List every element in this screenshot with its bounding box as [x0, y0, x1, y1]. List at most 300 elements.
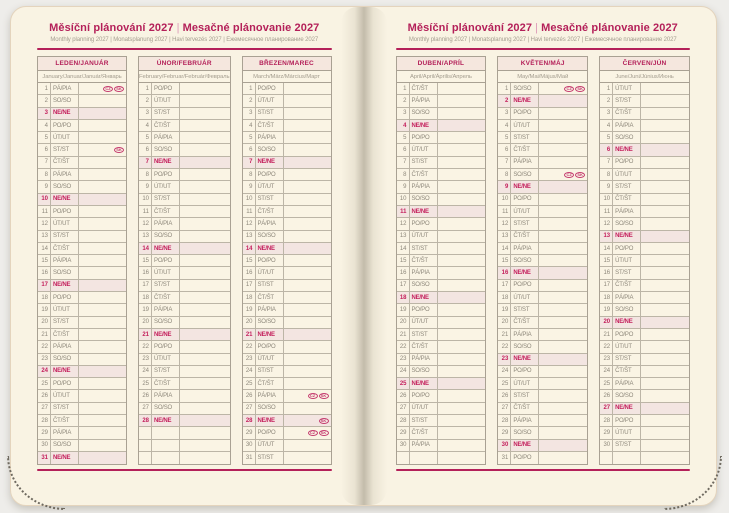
- day-row: [600, 329, 689, 341]
- notes-cell[interactable]: [438, 108, 486, 119]
- day-number: 15: [498, 255, 511, 266]
- day-name: NE/NE: [410, 206, 438, 217]
- notes-cell[interactable]: [438, 452, 486, 464]
- page-subtitle: Monthly planning 2027 | Monatsplanung 2027 | Havi tervezés 2027 | Ежемесячное планирование 2027: [408, 37, 677, 43]
- notes-cell[interactable]: [284, 427, 331, 438]
- day-name: PÁ/PIA: [256, 390, 284, 401]
- notes-cell[interactable]: [438, 267, 486, 278]
- notes-cell[interactable]: [539, 181, 587, 192]
- notes-cell[interactable]: [284, 440, 331, 451]
- day-number: 7: [139, 157, 152, 168]
- notes-cell[interactable]: [180, 206, 229, 217]
- notes-cell[interactable]: [284, 329, 331, 340]
- notes-cell[interactable]: [79, 304, 126, 315]
- month-title: ÚNOR/FEBRUÁR: [139, 57, 229, 71]
- notes-cell[interactable]: [180, 144, 229, 155]
- month-title: KVĚTEN/MÁJ: [498, 57, 587, 71]
- notes-cell[interactable]: [284, 341, 331, 352]
- notes-cell[interactable]: [284, 415, 331, 426]
- notes-cell[interactable]: [539, 280, 587, 291]
- notes-cell[interactable]: [539, 452, 587, 464]
- notes-cell[interactable]: [641, 378, 689, 389]
- day-number: 6: [243, 144, 256, 155]
- notes-cell[interactable]: [180, 194, 229, 205]
- holiday-badge-sk-icon: SK: [319, 393, 329, 399]
- notes-cell[interactable]: [284, 144, 331, 155]
- notes-cell[interactable]: [641, 366, 689, 377]
- day-name: NE/NE: [51, 280, 79, 291]
- notes-cell[interactable]: [180, 243, 229, 254]
- day-name: PO/PO: [256, 341, 284, 352]
- day-name: ČT/ŠT: [613, 366, 641, 377]
- notes-cell[interactable]: [539, 243, 587, 254]
- notes-cell[interactable]: [641, 390, 689, 401]
- day-number: 10: [38, 194, 51, 205]
- notes-cell[interactable]: [284, 218, 331, 229]
- blank-row: [600, 452, 689, 464]
- notes-cell[interactable]: [284, 390, 331, 401]
- notes-cell[interactable]: [284, 452, 331, 464]
- notes-cell[interactable]: [539, 95, 587, 106]
- notes-cell[interactable]: [539, 255, 587, 266]
- notes-cell[interactable]: [79, 194, 126, 205]
- notes-cell[interactable]: [641, 317, 689, 328]
- day-row: [600, 440, 689, 452]
- notes-cell[interactable]: [438, 83, 486, 94]
- notes-cell[interactable]: [641, 341, 689, 352]
- notes-cell[interactable]: [284, 243, 331, 254]
- notes-cell[interactable]: [641, 304, 689, 315]
- day-number: 30: [243, 440, 256, 451]
- day-row: [600, 304, 689, 316]
- notes-cell[interactable]: [79, 132, 126, 143]
- day-number: 28: [397, 415, 410, 426]
- notes-cell[interactable]: [79, 83, 126, 94]
- notes-cell[interactable]: [180, 329, 229, 340]
- notes-cell[interactable]: [438, 341, 486, 352]
- day-row: [38, 144, 126, 156]
- day-row: [600, 341, 689, 353]
- notes-cell[interactable]: [438, 120, 486, 131]
- notes-cell[interactable]: [180, 157, 229, 168]
- month-table: [138, 56, 230, 465]
- day-name: SO/SO: [152, 403, 180, 414]
- day-number: 6: [38, 144, 51, 155]
- notes-cell[interactable]: [641, 108, 689, 119]
- notes-cell[interactable]: [641, 255, 689, 266]
- notes-cell[interactable]: [79, 218, 126, 229]
- notes-cell[interactable]: [641, 95, 689, 106]
- notes-cell[interactable]: [180, 95, 229, 106]
- notes-cell[interactable]: [180, 231, 229, 242]
- notes-cell[interactable]: [438, 329, 486, 340]
- notes-cell[interactable]: [539, 427, 587, 438]
- notes-cell[interactable]: [79, 329, 126, 340]
- notes-cell[interactable]: [180, 452, 229, 464]
- notes-cell[interactable]: [539, 415, 587, 426]
- day-row: [243, 354, 331, 366]
- day-name: SO/SO: [613, 390, 641, 401]
- notes-cell[interactable]: [79, 120, 126, 131]
- day-name: ST/ST: [152, 108, 180, 119]
- notes-cell[interactable]: [180, 354, 229, 365]
- day-number: 1: [38, 83, 51, 94]
- notes-cell[interactable]: [79, 403, 126, 414]
- day-row: [38, 415, 126, 427]
- notes-cell[interactable]: [539, 317, 587, 328]
- notes-cell[interactable]: [438, 206, 486, 217]
- notes-cell[interactable]: [79, 157, 126, 168]
- day-name: ST/ST: [410, 415, 438, 426]
- notes-cell[interactable]: [438, 231, 486, 242]
- day-name: NE/NE: [51, 366, 79, 377]
- notes-cell[interactable]: [539, 120, 587, 131]
- day-name: ÚT/UT: [152, 181, 180, 192]
- day-name: NE/NE: [511, 440, 539, 451]
- notes-cell[interactable]: [539, 403, 587, 414]
- day-row: [139, 194, 229, 206]
- notes-cell[interactable]: [284, 132, 331, 143]
- notes-cell[interactable]: [438, 194, 486, 205]
- day-number: 14: [397, 243, 410, 254]
- notes-cell[interactable]: [438, 95, 486, 106]
- notes-cell[interactable]: [438, 255, 486, 266]
- page-title: [396, 22, 691, 34]
- notes-cell[interactable]: [79, 231, 126, 242]
- notes-cell[interactable]: [79, 280, 126, 291]
- notes-cell[interactable]: [79, 341, 126, 352]
- notes-cell[interactable]: [180, 403, 229, 414]
- notes-cell[interactable]: [438, 181, 486, 192]
- notes-cell[interactable]: [438, 427, 486, 438]
- notes-cell[interactable]: [79, 378, 126, 389]
- notes-cell[interactable]: [180, 415, 229, 426]
- day-number: 10: [243, 194, 256, 205]
- notes-cell[interactable]: [79, 292, 126, 303]
- holiday-badge-cz-icon: CZ: [564, 86, 574, 92]
- day-row: [600, 415, 689, 427]
- notes-cell[interactable]: [79, 440, 126, 451]
- notes-cell[interactable]: [539, 169, 587, 180]
- notes-cell[interactable]: [641, 231, 689, 242]
- day-number: 8: [397, 169, 410, 180]
- notes-cell[interactable]: [641, 243, 689, 254]
- notes-cell[interactable]: [539, 378, 587, 389]
- notes-cell[interactable]: [79, 354, 126, 365]
- notes-cell[interactable]: [438, 169, 486, 180]
- notes-cell[interactable]: [180, 255, 229, 266]
- day-name: PÁ/PIA: [613, 206, 641, 217]
- notes-cell[interactable]: [641, 194, 689, 205]
- notes-cell[interactable]: [641, 157, 689, 168]
- notes-cell[interactable]: [641, 329, 689, 340]
- notes-cell[interactable]: [284, 366, 331, 377]
- notes-cell[interactable]: [79, 95, 126, 106]
- notes-cell[interactable]: [180, 120, 229, 131]
- day-name: ST/ST: [51, 144, 79, 155]
- notes-cell[interactable]: [180, 378, 229, 389]
- day-row: [38, 194, 126, 206]
- day-number: 8: [243, 169, 256, 180]
- notes-cell[interactable]: [539, 194, 587, 205]
- title-separator: |: [176, 22, 180, 34]
- notes-cell[interactable]: [79, 181, 126, 192]
- notes-cell[interactable]: [539, 231, 587, 242]
- day-name: ČT/ŠT: [152, 206, 180, 217]
- notes-cell[interactable]: [641, 403, 689, 414]
- notes-cell[interactable]: [79, 169, 126, 180]
- notes-cell[interactable]: [79, 206, 126, 217]
- notes-cell[interactable]: [539, 144, 587, 155]
- notes-cell[interactable]: [79, 243, 126, 254]
- notes-cell[interactable]: [180, 132, 229, 143]
- day-name: PO/PO: [256, 83, 284, 94]
- day-number: 15: [397, 255, 410, 266]
- day-number: 2: [397, 95, 410, 106]
- day-row: [498, 280, 587, 292]
- day-number: 6: [397, 144, 410, 155]
- notes-cell[interactable]: [79, 267, 126, 278]
- day-row: [38, 280, 126, 292]
- notes-cell[interactable]: [79, 255, 126, 266]
- notes-cell[interactable]: [284, 157, 331, 168]
- day-number: 13: [600, 231, 613, 242]
- day-row: [243, 329, 331, 341]
- holiday-badge-sk-icon: SK: [319, 418, 329, 424]
- notes-cell[interactable]: [539, 83, 587, 94]
- notes-cell[interactable]: [79, 366, 126, 377]
- day-name: ÚT/UT: [410, 317, 438, 328]
- notes-cell[interactable]: [539, 108, 587, 119]
- notes-cell[interactable]: [539, 354, 587, 365]
- day-number: 27: [600, 403, 613, 414]
- notes-cell[interactable]: [539, 341, 587, 352]
- notes-cell[interactable]: [79, 317, 126, 328]
- notes-cell[interactable]: [539, 157, 587, 168]
- notes-cell[interactable]: [539, 206, 587, 217]
- day-number: 30: [498, 440, 511, 451]
- notes-cell[interactable]: [438, 354, 486, 365]
- notes-cell[interactable]: [438, 144, 486, 155]
- day-row: [600, 267, 689, 279]
- notes-cell[interactable]: [180, 304, 229, 315]
- notes-cell[interactable]: [641, 144, 689, 155]
- notes-cell[interactable]: [438, 292, 486, 303]
- notes-cell[interactable]: [284, 206, 331, 217]
- notes-cell[interactable]: [539, 329, 587, 340]
- day-row: [498, 354, 587, 366]
- day-name: ČT/ŠT: [511, 231, 539, 242]
- notes-cell[interactable]: [438, 415, 486, 426]
- notes-cell[interactable]: [284, 95, 331, 106]
- day-row: [397, 415, 486, 427]
- notes-cell[interactable]: [539, 440, 587, 451]
- notes-cell[interactable]: [284, 304, 331, 315]
- notes-cell[interactable]: [539, 267, 587, 278]
- notes-cell[interactable]: [641, 452, 689, 464]
- notes-cell[interactable]: [180, 267, 229, 278]
- notes-cell[interactable]: [438, 157, 486, 168]
- notes-cell[interactable]: [438, 378, 486, 389]
- notes-cell[interactable]: [539, 366, 587, 377]
- day-row: [38, 218, 126, 230]
- day-row: [139, 267, 229, 279]
- day-name: NE/NE: [613, 317, 641, 328]
- day-row: [397, 403, 486, 415]
- notes-cell[interactable]: [284, 403, 331, 414]
- day-number: 10: [498, 194, 511, 205]
- day-row: [397, 292, 486, 304]
- notes-cell[interactable]: [180, 280, 229, 291]
- notes-cell[interactable]: [641, 267, 689, 278]
- day-row: [600, 83, 689, 95]
- notes-cell[interactable]: [79, 144, 126, 155]
- day-number: 2: [498, 95, 511, 106]
- day-name: ST/ST: [51, 231, 79, 242]
- notes-cell[interactable]: [641, 218, 689, 229]
- day-name: ST/ST: [511, 390, 539, 401]
- day-name: ST/ST: [613, 95, 641, 106]
- day-row: [397, 206, 486, 218]
- day-number: 6: [600, 144, 613, 155]
- day-number: 21: [600, 329, 613, 340]
- notes-cell[interactable]: [284, 181, 331, 192]
- day-number: 2: [600, 95, 613, 106]
- day-row: [397, 218, 486, 230]
- day-number: 24: [600, 366, 613, 377]
- day-number: 28: [243, 415, 256, 426]
- notes-cell[interactable]: [180, 83, 229, 94]
- day-row: [243, 181, 331, 193]
- day-number: 27: [397, 403, 410, 414]
- notes-cell[interactable]: [641, 354, 689, 365]
- notes-cell[interactable]: [284, 108, 331, 119]
- notes-cell[interactable]: [438, 440, 486, 451]
- month-title: DUBEN/APRÍL: [397, 57, 486, 71]
- day-row: [38, 157, 126, 169]
- day-number: 13: [243, 231, 256, 242]
- notes-cell[interactable]: [641, 280, 689, 291]
- notes-cell[interactable]: [284, 317, 331, 328]
- notes-cell[interactable]: [539, 218, 587, 229]
- notes-cell[interactable]: [539, 132, 587, 143]
- notes-cell[interactable]: [79, 108, 126, 119]
- day-number: 21: [498, 329, 511, 340]
- notes-cell[interactable]: [641, 181, 689, 192]
- day-name: NE/NE: [511, 267, 539, 278]
- day-row: [397, 317, 486, 329]
- day-row: [498, 329, 587, 341]
- notes-cell[interactable]: [180, 390, 229, 401]
- notes-cell[interactable]: [438, 218, 486, 229]
- title-slovak: Mesačné plánovanie 2027: [541, 22, 678, 34]
- notes-cell[interactable]: [284, 120, 331, 131]
- notes-cell[interactable]: [284, 255, 331, 266]
- notes-cell[interactable]: [641, 427, 689, 438]
- notes-cell[interactable]: [438, 304, 486, 315]
- notes-cell[interactable]: [438, 403, 486, 414]
- notes-cell[interactable]: [284, 83, 331, 94]
- day-number: 18: [243, 292, 256, 303]
- day-number: 4: [498, 120, 511, 131]
- notes-cell[interactable]: [284, 169, 331, 180]
- notes-cell[interactable]: [284, 267, 331, 278]
- notes-cell[interactable]: [79, 427, 126, 438]
- day-row: [397, 354, 486, 366]
- notes-cell[interactable]: [284, 378, 331, 389]
- day-row: [243, 292, 331, 304]
- day-number: 20: [38, 317, 51, 328]
- day-row: [243, 108, 331, 120]
- notes-cell[interactable]: [180, 181, 229, 192]
- notes-cell[interactable]: [180, 341, 229, 352]
- notes-cell[interactable]: [438, 132, 486, 143]
- notes-cell[interactable]: [438, 390, 486, 401]
- day-row: [600, 231, 689, 243]
- notes-cell[interactable]: [641, 169, 689, 180]
- day-name: ČT/ŠT: [410, 427, 438, 438]
- day-row: [243, 255, 331, 267]
- notes-cell[interactable]: [180, 169, 229, 180]
- day-number: 30: [38, 440, 51, 451]
- notes-cell[interactable]: [641, 206, 689, 217]
- notes-cell[interactable]: [284, 194, 331, 205]
- notes-cell[interactable]: [438, 317, 486, 328]
- notes-cell[interactable]: [438, 280, 486, 291]
- notes-cell[interactable]: [180, 292, 229, 303]
- day-number: 26: [38, 390, 51, 401]
- notes-cell[interactable]: [641, 292, 689, 303]
- notes-cell[interactable]: [180, 317, 229, 328]
- notes-cell[interactable]: [438, 243, 486, 254]
- notes-cell[interactable]: [641, 132, 689, 143]
- notes-cell[interactable]: [641, 83, 689, 94]
- notes-cell[interactable]: [180, 366, 229, 377]
- day-number: 4: [38, 120, 51, 131]
- day-row: [38, 341, 126, 353]
- notes-cell[interactable]: [641, 120, 689, 131]
- day-name: PO/PO: [410, 218, 438, 229]
- notes-cell[interactable]: [284, 280, 331, 291]
- header-rule: [396, 48, 691, 50]
- notes-cell[interactable]: [180, 427, 229, 438]
- notes-cell[interactable]: [641, 440, 689, 451]
- notes-cell[interactable]: [284, 292, 331, 303]
- day-name: PO/PO: [256, 427, 284, 438]
- notes-cell[interactable]: [79, 452, 126, 464]
- notes-cell[interactable]: [284, 231, 331, 242]
- notes-cell[interactable]: [284, 354, 331, 365]
- day-name: SO/SO: [256, 144, 284, 155]
- notes-cell[interactable]: [438, 366, 486, 377]
- notes-cell[interactable]: [79, 415, 126, 426]
- notes-cell[interactable]: [539, 292, 587, 303]
- notes-cell[interactable]: [539, 390, 587, 401]
- notes-cell[interactable]: [180, 108, 229, 119]
- day-name: ČT/ŠT: [256, 206, 284, 217]
- notes-cell[interactable]: [180, 218, 229, 229]
- day-name: PÁ/PIA: [613, 120, 641, 131]
- notes-cell[interactable]: [641, 415, 689, 426]
- day-name: SO/SO: [152, 144, 180, 155]
- day-name: PO/PO: [256, 169, 284, 180]
- day-number: 11: [498, 206, 511, 217]
- notes-cell[interactable]: [539, 304, 587, 315]
- notes-cell[interactable]: [180, 440, 229, 451]
- month-languages: June/Juni/Június/Июнь: [600, 71, 689, 83]
- day-number: 9: [397, 181, 410, 192]
- notes-cell[interactable]: [79, 390, 126, 401]
